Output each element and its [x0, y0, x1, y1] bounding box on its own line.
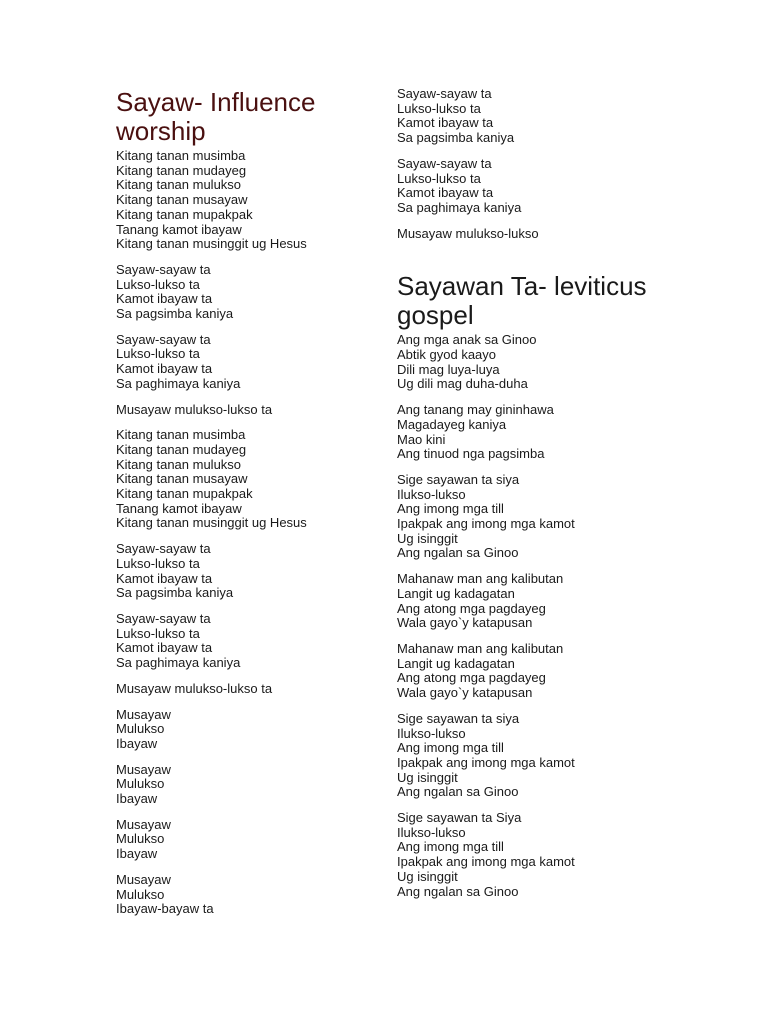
lyric-line: Ang imong mga till — [397, 839, 504, 855]
lyric-line: Ibayaw — [116, 791, 158, 807]
stanza — [397, 87, 657, 146]
lyric-line: Sige sayawan ta siya — [397, 471, 520, 487]
lyric-line: Mulukso — [116, 886, 165, 902]
lyric-line: Kamot ibayaw ta — [397, 185, 494, 201]
lyric-line: Kitang tanan mulukso — [116, 456, 242, 472]
lyric-line: Ibayaw — [116, 735, 158, 751]
stanza — [397, 811, 657, 899]
lyric-line: Sa pagsimba kaniya — [397, 130, 515, 146]
lyric-line: Ug isinggit — [397, 868, 458, 884]
stanza — [116, 873, 366, 917]
stanza — [116, 149, 366, 252]
lyric-line: Kitang tanan mupakpak — [116, 206, 253, 222]
lyric-line: Ang ngalan sa Ginoo — [397, 883, 519, 899]
lyric-line: Musayaw — [116, 871, 171, 887]
stanza — [116, 818, 366, 862]
lyric-line: Sige sayawan ta Siya — [397, 810, 522, 826]
lyric-line: Kitang tanan musinggit ug Hesus — [116, 515, 307, 531]
lyric-line: Kamot ibayaw ta — [397, 115, 494, 131]
lyric-line: Lukso-lukso ta — [116, 276, 200, 292]
stanza — [116, 682, 366, 697]
song-title-sayaw: Sayaw- Influence worship — [116, 87, 316, 146]
lyric-line: Mahanaw man ang kalibutan — [397, 640, 564, 656]
lyric-line: Ipakpak ang imong mga kamot — [397, 754, 575, 770]
lyric-line: Sayaw-sayaw ta — [116, 261, 211, 277]
lyric-line: Sa paghimaya kaniya — [397, 199, 522, 215]
stanza — [397, 712, 657, 800]
lyric-line: Ilukso-lukso — [397, 725, 466, 741]
stanza — [397, 227, 657, 242]
lyric-line: Lukso-lukso ta — [116, 555, 200, 571]
lyric-line: Lukso-lukso ta — [397, 170, 481, 186]
lyric-line: Mahanaw man ang kalibutan — [397, 571, 564, 587]
lyric-line: Sayaw-sayaw ta — [116, 541, 211, 557]
lyric-line: Ug dili mag duha-duha — [397, 376, 528, 392]
lyric-line: Langit ug kadagatan — [397, 655, 515, 671]
stanza — [397, 157, 657, 216]
lyric-line: Kitang tanan musayaw — [116, 471, 248, 487]
lyrics-sayaw — [116, 149, 366, 917]
lyric-line: Kamot ibayaw ta — [116, 570, 213, 586]
stanza — [116, 263, 366, 322]
lyric-line: Mulukso — [116, 721, 165, 737]
lyric-line: Ang imong mga till — [397, 740, 504, 756]
lyric-line: Musayaw mulukso-lukso — [397, 225, 539, 241]
lyric-line: Mulukso — [116, 776, 165, 792]
lyric-line: Ang ngalan sa Ginoo — [397, 784, 519, 800]
lyric-line: Sayaw-sayaw ta — [397, 155, 492, 171]
lyric-line: Kitang tanan mudayeg — [116, 441, 247, 457]
lyric-line: Kitang tanan musayaw — [116, 192, 248, 208]
stanza — [397, 642, 657, 701]
lyric-line: Sayaw-sayaw ta — [397, 86, 492, 101]
stanza — [397, 333, 657, 392]
lyric-line: Tanang kamot ibayaw — [116, 221, 242, 237]
lyric-line: Sa pagsimba kaniya — [116, 306, 234, 322]
lyric-line: Tanang kamot ibayaw — [116, 500, 242, 516]
lyric-line: Ug isinggit — [397, 769, 458, 785]
stanza — [116, 708, 366, 752]
lyric-line: Kamot ibayaw ta — [116, 361, 213, 377]
lyric-line: Kitang tanan musinggit ug Hesus — [116, 236, 307, 252]
lyric-line: Sige sayawan ta siya — [397, 710, 520, 726]
lyric-line: Ang tinuod nga pagsimba — [397, 446, 545, 462]
lyric-line: Ang tanang may gininhawa — [397, 402, 554, 418]
lyric-line: Sa pagsimba kaniya — [116, 585, 234, 601]
lyric-line: Lukso-lukso ta — [116, 625, 200, 641]
stanza — [116, 333, 366, 392]
lyric-line: Sayaw-sayaw ta — [116, 610, 211, 626]
lyric-line: Sa paghimaya kaniya — [116, 375, 241, 391]
lyric-line: Ipakpak ang imong mga kamot — [397, 854, 575, 870]
lyric-line: Ang atong mga pagdayeg — [397, 600, 546, 616]
lyric-line: Musayaw mulukso-lukso ta — [116, 401, 273, 417]
lyrics-sayawan-ta — [397, 333, 657, 899]
lyric-line: Ipakpak ang imong mga kamot — [397, 516, 575, 532]
lyric-line: Sayaw-sayaw ta — [116, 331, 211, 347]
lyric-line: Musayaw mulukso-lukso ta — [116, 680, 273, 696]
lyric-line: Ang ngalan sa Ginoo — [397, 545, 519, 561]
lyric-line: Langit ug kadagatan — [397, 585, 515, 601]
lyric-line: Ug isinggit — [397, 530, 458, 546]
lyric-line: Mao kini — [397, 431, 446, 447]
lyric-line: Ilukso-lukso — [397, 486, 466, 502]
lyric-line: Kitang tanan mulukso — [116, 177, 242, 193]
song-title-sayawan-ta: Sayawan Ta- leviticus gospel — [397, 271, 647, 331]
stanza — [397, 403, 657, 462]
lyric-line: Wala gayo`y katapusan — [397, 615, 533, 631]
lyric-line: Musayaw — [116, 706, 171, 722]
lyric-line: Kamot ibayaw ta — [116, 291, 213, 307]
lyric-line: Mulukso — [116, 831, 165, 847]
stanza — [397, 572, 657, 631]
lyric-line: Lukso-lukso ta — [397, 100, 481, 116]
lyric-line: Ilukso-lukso — [397, 824, 466, 840]
stanza — [116, 428, 366, 531]
lyric-line: Musayaw — [116, 816, 171, 832]
stanza — [116, 542, 366, 601]
lyric-line: Kitang tanan musimba — [116, 148, 246, 163]
lyric-line: Ang imong mga till — [397, 501, 504, 517]
lyric-line: Ibayaw-bayaw ta — [116, 901, 214, 917]
right-column — [397, 0, 657, 910]
lyric-line: Magadayeg kaniya — [397, 416, 507, 432]
stanza — [116, 763, 366, 807]
lyric-line: Lukso-lukso ta — [116, 346, 200, 362]
stanza — [116, 612, 366, 671]
lyric-line: Kitang tanan musimba — [116, 427, 246, 443]
lyric-line: Sa paghimaya kaniya — [116, 655, 241, 671]
left-column — [116, 0, 366, 928]
stanza — [397, 473, 657, 561]
lyric-line: Ang mga anak sa Ginoo — [397, 332, 537, 348]
lyrics-sayaw-continued — [397, 87, 657, 241]
lyric-line: Musayaw — [116, 761, 171, 777]
lyric-line: Wala gayo`y katapusan — [397, 685, 533, 701]
lyric-line: Kitang tanan mudayeg — [116, 162, 247, 178]
lyric-line: Ang atong mga pagdayeg — [397, 670, 546, 686]
lyric-line: Dili mag luya-luya — [397, 361, 500, 377]
lyric-line: Kitang tanan mupakpak — [116, 486, 253, 502]
lyric-line: Kamot ibayaw ta — [116, 640, 213, 656]
stanza — [116, 403, 366, 418]
lyric-line: Abtik gyod kaayo — [397, 347, 497, 363]
lyric-line: Ibayaw — [116, 846, 158, 862]
